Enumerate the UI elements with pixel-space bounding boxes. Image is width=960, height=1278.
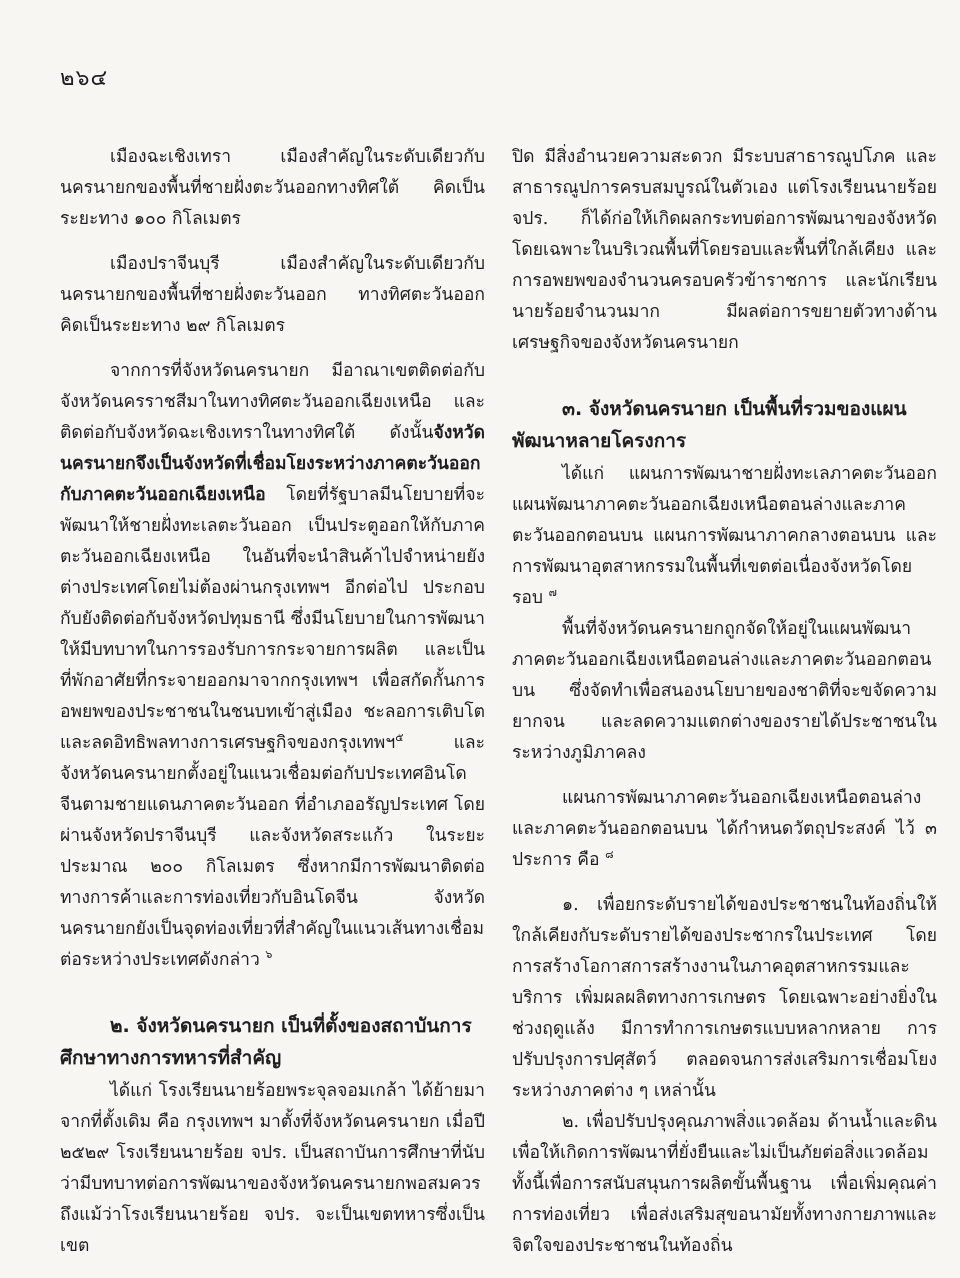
- paragraph-connection-text-c: และจังหวัดนครนายกตั้งอยู่ในแนวเชื่อมต่อกับประเทศอินโดจีนตามชายแดนภาคตะวันออก ที่อำเภออรัญประเทศ โดยผ่านจังหวัดปราจีนบุรี และจังหวัดสระแก้ว ในระยะประมาณ ๒๐๐ กิโลเมตร ซึ่งหากมีการพัฒนาติดต่อทางการค้าและการท่องเที่ยวกับอินโดจีน จังหวัดนครนายกยังเป็นจุดท่องเที่ยวที่สำคัญในแนวเส้นทางเชื่อมต่อระหว่างประเทศดังกล่าว: [60, 733, 485, 970]
- left-column: [60, 142, 485, 1262]
- paragraph-connection-bold: จังหวัดนครนายกจึงเป็นจังหวัดที่เชื่อมโยงระหว่างภาคตะวันออกกับภาคตะวันออกเฉียงเหนือ: [60, 423, 485, 505]
- paragraph-academy-continued: ปิด มีสิ่งอำนวยความสะดวก มีระบบสาธารณูปโภค และสาธารณูปการครบสมบูรณ์ในตัวเอง แต่โรงเรียนนายร้อย จปร. ก็ได้ก่อให้เกิดผลกระทบต่อการพัฒนาของจังหวัด โดยเฉพาะในบริเวณพื้นที่โดยรอบและพื้นที่ใกล้เคียง และการอพยพของจำนวนครอบครัวข้าราชการ และนักเรียนนายร้อยจำนวนมาก มีผลต่อการขยายตัวทางด้านเศรษฐกิจของจังหวัดนครนายก: [512, 147, 937, 353]
- page-number: ๒๖๔: [60, 66, 109, 91]
- footnote-marker-7: ๗: [548, 586, 557, 600]
- footnote-marker-8: ๘: [605, 848, 614, 862]
- paragraph-objectives: [512, 783, 937, 876]
- footnote-marker-6: ๖: [265, 948, 273, 962]
- paragraph-connection-text-a: จากการที่จังหวัดนครนายก มีอาณาเขตติดต่อกับจังหวัดนครราชสีมาในทางทิศตะวันออกเฉียงเหนือ และติดต่อกับจังหวัดฉะเชิงเทราในทางทิศใต้ ดังนั้น: [60, 361, 485, 443]
- section-heading-3: ๓. จังหวัดนครนายก เป็นพื้นที่รวมของแผนพัฒนาหลายโครงการ: [512, 398, 907, 452]
- paragraph-plan-area: พื้นที่จังหวัดนครนายกถูกจัดให้อยู่ในแผนพัฒนาภาคตะวันออกเฉียงเหนือตอนล่างและภาคตะวันออกตอนบน ซึ่งจัดทำเพื่อสนองนโยบายของชาติที่จะขจัดความยากจน และลดความแตกต่างของรายได้ประชาชนในระหว่างภูมิภาคลง: [512, 619, 937, 763]
- paragraph-military-academy: ได้แก่ โรงเรียนนายร้อยพระจุลจอมเกล้า ได้ย้ายมาจากที่ตั้งเดิม คือ กรุงเทพฯ มาตั้งที่จังหวัดนครนายก เมื่อปี ๒๕๒๙ โรงเรียนนายร้อย จปร. เป็นสถาบันการศึกษาที่นับว่ามีบทบาทต่อการพัฒนาของจังหวัดนครนายกพอสมควร ถึงแม้ว่าโรงเรียนนายร้อย จปร. จะเป็นเขตทหารซึ่งเป็นเขต: [60, 1081, 485, 1256]
- paragraph-chachoengsao: เมืองฉะเชิงเทรา เมืองสำคัญในระดับเดียวกับนครนายกของพื้นที่ชายฝั่งตะวันออกทางทิศใต้ คิดเป็นระยะทาง ๑๐๐ กิโลเมตร: [60, 147, 485, 229]
- right-column: [512, 142, 937, 1262]
- paragraph-development-plans-text: ได้แก่ แผนการพัฒนาชายฝั่งทะเลภาคตะวันออก แผนพัฒนาภาคตะวันออกเฉียงเหนือตอนล่างและภาคตะวันออกตอนบน แผนการพัฒนาภาคกลางตอนบน และการพัฒนาอุตสาหกรรมในพื้นที่เขตต่อเนื่องจังหวัดโดยรอบ: [512, 464, 937, 608]
- paragraph-connection: [60, 356, 485, 976]
- paragraph-objectives-text: แผนการพัฒนาภาคตะวันออกเฉียงเหนือตอนล่างและภาคตะวันออกตอนบน ได้กำหนดวัตถุประสงค์ ไว้ ๓ ประการ คือ: [512, 788, 937, 870]
- section-heading-2: ๒. จังหวัดนครนายก เป็นที่ตั้งของสถาบันการศึกษาทางการทหารที่สำคัญ: [60, 1015, 472, 1069]
- paragraph-connection-text-b: โดยที่รัฐบาลมีนโยบายที่จะพัฒนาให้ชายฝั่งทะเลตะวันออก เป็นประตูออกให้กับภาคตะวันออกเฉียงเหนือ ในอันที่จะนำสินค้าไปจำหน่ายยังต่างประเทศโดยไม่ต้องผ่านกรุงเทพฯ อีกต่อไป ประกอบกับยังติดต่อกับจังหวัดปทุมธานี ซึ่งมีนโยบายในการพัฒนาให้มีบทบาทในการรองรับการกระจายการผลิต และเป็นที่พักอาศัยที่กระจายออกมาจากกรุงเทพฯ เพื่อสกัดกั้นการอพยพของประชาชนในชนบทเข้าสู่เมือง ชะลอการเติบโตและลดอิทธิพลทางการเศรษฐกิจของกรุงเทพฯ: [60, 485, 485, 753]
- footnote-marker-5: ๕: [395, 731, 404, 745]
- paragraph-development-plans: [512, 459, 937, 614]
- objective-1: ๑. เพื่อยกระดับรายได้ของประชาชนในท้องถิ่นให้ใกล้เคียงกับระดับรายได้ของประชากรในประเทศ โดยการสร้างโอกาสการสร้างงานในภาคอุตสาหกรรมและบริการ เพิ่มผลผลิตทางการเกษตร โดยเฉพาะอย่างยิ่งในช่วงฤดูแล้ง มีการทำการเกษตรแบบหลากหลาย การปรับปรุงการปศุสัตว์ ตลอดจนการส่งเสริมการเชื่อมโยงระหว่างภาคต่าง ๆ เหล่านั้น: [512, 895, 937, 1101]
- objective-2: ๒. เพื่อปรับปรุงคุณภาพสิ่งแวดล้อม ด้านน้ำและดิน เพื่อให้เกิดการพัฒนาที่ยั่งยืนและไม่เป็นภัยต่อสิ่งแวดล้อม ทั้งนี้เพื่อการสนับสนุนการผลิตขั้นพื้นฐาน เพื่อเพิ่มคุณค่าการท่องเที่ยว เพื่อส่งเสริมสุขอนามัยทั้งทางกายภาพและจิตใจของประชาชนในท้องถิ่น: [512, 1112, 937, 1256]
- paragraph-prachinburi: เมืองปราจีนบุรี เมืองสำคัญในระดับเดียวกับนครนายกของพื้นที่ชายฝั่งตะวันออก ทางทิศตะวันออก คิดเป็นระยะทาง ๒๙ กิโลเมตร: [60, 254, 485, 336]
